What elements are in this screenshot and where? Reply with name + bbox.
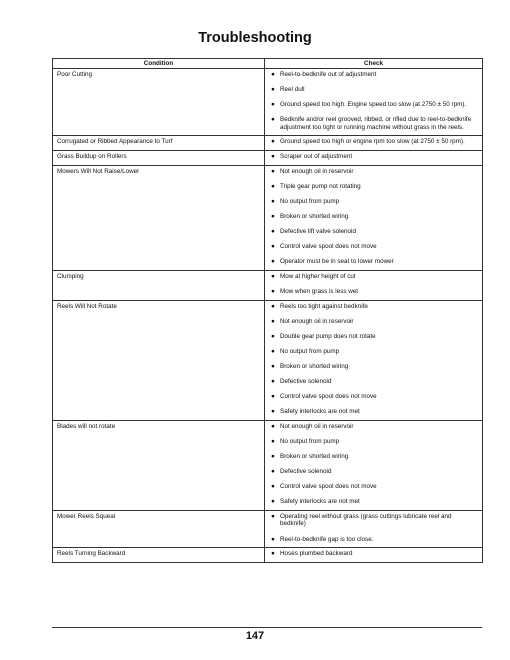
bullet-icon: ● (271, 71, 275, 78)
bullet-icon: ● (271, 422, 275, 430)
check-text: No output from pump (280, 347, 340, 355)
check-list (269, 153, 478, 161)
check-item (269, 333, 478, 341)
check-text: Operating reel without grass (grass cuttings lubricate reel and bedknife) (280, 512, 452, 528)
check-text: Bedknife and/or reel grooved, ribbed, or rifled due to reel-to-bedknife adjustment too tight or running machine without grass in the reels. (280, 116, 472, 131)
bullet-icon: ● (271, 243, 275, 251)
check-text: Control valve spool does not move (280, 393, 377, 401)
check-item (269, 536, 478, 544)
check-cell (265, 69, 483, 135)
check-item (269, 408, 478, 416)
table-row (53, 548, 483, 563)
bullet-icon: ● (271, 437, 275, 445)
check-cell (265, 136, 483, 150)
bullet-icon: ● (271, 550, 275, 558)
check-cell (265, 166, 483, 270)
bullet-icon: ● (271, 452, 275, 460)
troubleshooting-table (52, 58, 483, 563)
check-text: Not enough oil in reservoir (280, 422, 354, 430)
check-text: No output from pump (280, 197, 340, 205)
check-text: Defective solenoid (280, 377, 332, 385)
check-text: Triple gear pump not rotating (280, 182, 361, 190)
check-cell (265, 271, 483, 300)
check-text: Not enough oil in reservoir (280, 317, 354, 325)
table-row (53, 69, 483, 136)
bullet-icon: ● (271, 182, 275, 190)
check-item (269, 438, 478, 446)
condition-cell: Grass Buildup on Rollers (53, 151, 265, 165)
check-item (269, 483, 478, 491)
table-row (53, 166, 483, 271)
check-text: Ground speed too high or engine rpm too slow (at 2750 ± 50 rpm). (280, 138, 465, 146)
check-item (269, 468, 478, 476)
condition-cell: Clumping (53, 271, 265, 300)
condition-cell: Reels Will Not Rotate (53, 301, 265, 420)
check-item (269, 101, 478, 109)
check-item (269, 550, 478, 558)
check-item (269, 348, 478, 356)
check-text: Mow at higher height of cut (280, 272, 356, 280)
check-item (269, 423, 478, 431)
check-text: Safety interlocks are not met (280, 498, 360, 506)
check-text: Broken or shorted wiring (280, 212, 349, 220)
bullet-icon: ● (271, 153, 275, 161)
check-item (269, 378, 478, 386)
check-list (269, 273, 478, 296)
check-item (269, 86, 478, 94)
condition-column-header: Condition (53, 59, 265, 68)
check-text: Reels too tight against bedknife (280, 302, 368, 310)
check-item (269, 71, 478, 79)
page-number: 147 (245, 630, 265, 642)
bullet-icon: ● (271, 498, 275, 506)
bullet-icon: ● (271, 101, 275, 109)
check-item (269, 138, 478, 146)
check-text: Scraper out of adjustment (280, 153, 353, 161)
check-text: Mow when grass is less wet (280, 287, 359, 295)
bullet-icon: ● (271, 468, 275, 476)
bullet-icon: ● (271, 377, 275, 385)
check-text: Not enough oil in reservoir (280, 167, 354, 175)
check-text: Double gear pump does not rotate (280, 332, 376, 340)
check-list (269, 550, 478, 558)
condition-cell: Mower Reels Squeal (53, 511, 265, 547)
check-item (269, 273, 478, 281)
check-item (269, 243, 478, 251)
check-list (269, 513, 478, 543)
check-cell (265, 151, 483, 165)
bullet-icon: ● (271, 512, 275, 520)
bullet-icon: ● (271, 347, 275, 355)
check-item (269, 513, 478, 528)
check-text: No output from pump (280, 437, 340, 445)
check-list (269, 423, 478, 506)
check-text: Control valve spool does not move (280, 483, 377, 491)
check-item (269, 198, 478, 206)
check-list (269, 168, 478, 266)
bullet-icon: ● (271, 362, 275, 370)
check-text: Reel-to-bedknife out of adjustment (280, 71, 377, 78)
bullet-icon: ● (271, 317, 275, 325)
table-row (53, 136, 483, 151)
bullet-icon: ● (271, 302, 275, 310)
bullet-icon: ● (271, 483, 275, 491)
check-item (269, 288, 478, 296)
check-text: Ground speed too high. Engine speed too slow (at 2750 ± 50 rpm). (280, 101, 467, 109)
check-item (269, 303, 478, 311)
check-text: Defective solenoid (280, 468, 332, 476)
check-item (269, 183, 478, 191)
check-item (269, 498, 478, 506)
check-text: Broken or shorted wiring (280, 452, 349, 460)
table-header-row (53, 59, 483, 69)
condition-cell: Mowers Will Not Raise/Lower (53, 166, 265, 270)
check-item (269, 258, 478, 266)
page-title: Troubleshooting (198, 30, 312, 46)
check-text: Hoses plumbed backward (280, 550, 353, 558)
check-text: Safety interlocks are not met (280, 408, 360, 416)
bullet-icon: ● (271, 332, 275, 340)
check-item (269, 228, 478, 236)
check-item (269, 116, 478, 131)
table-row (53, 421, 483, 511)
check-text: Operator must be in seat to lower mower (280, 258, 394, 266)
check-item (269, 393, 478, 401)
check-list (269, 71, 478, 131)
check-cell (265, 511, 483, 547)
condition-cell: Reels Turning Backward (53, 548, 265, 562)
check-list (269, 138, 478, 146)
check-text: Broken or shorted wiring (280, 362, 349, 370)
condition-cell: Blades will not rotate (53, 421, 265, 510)
check-item (269, 153, 478, 161)
check-text: Control valve spool does not move (280, 243, 377, 251)
table-row (53, 511, 483, 548)
check-list (269, 303, 478, 416)
check-item (269, 363, 478, 371)
check-item (269, 318, 478, 326)
bullet-icon: ● (271, 212, 275, 220)
bullet-icon: ● (271, 228, 275, 236)
table-row (53, 271, 483, 301)
check-item (269, 168, 478, 176)
footer-divider (52, 627, 482, 628)
bullet-icon: ● (271, 167, 275, 175)
bullet-icon: ● (271, 197, 275, 205)
check-item (269, 453, 478, 461)
condition-cell: Poor Cutting (53, 69, 265, 135)
check-text: Reel dull (280, 86, 305, 94)
check-cell (265, 421, 483, 510)
check-column-header: Check (265, 59, 483, 68)
bullet-icon: ● (271, 287, 275, 295)
bullet-icon: ● (271, 258, 275, 266)
bullet-icon: ● (271, 86, 275, 94)
check-item (269, 213, 478, 221)
table-row (53, 151, 483, 166)
bullet-icon: ● (271, 393, 275, 401)
check-text: Reel-to-bedknife gap is too close. (280, 535, 374, 543)
bullet-icon: ● (271, 138, 275, 146)
bullet-icon: ● (271, 535, 275, 543)
bullet-icon: ● (271, 272, 275, 280)
check-cell (265, 301, 483, 420)
check-cell (265, 548, 483, 562)
bullet-icon: ● (271, 408, 275, 416)
table-row (53, 301, 483, 421)
check-text: Defective lift valve solenoid (280, 228, 356, 236)
condition-cell: Corrugated or Ribbed Appearance to Turf (53, 136, 265, 150)
bullet-icon: ● (271, 116, 275, 124)
